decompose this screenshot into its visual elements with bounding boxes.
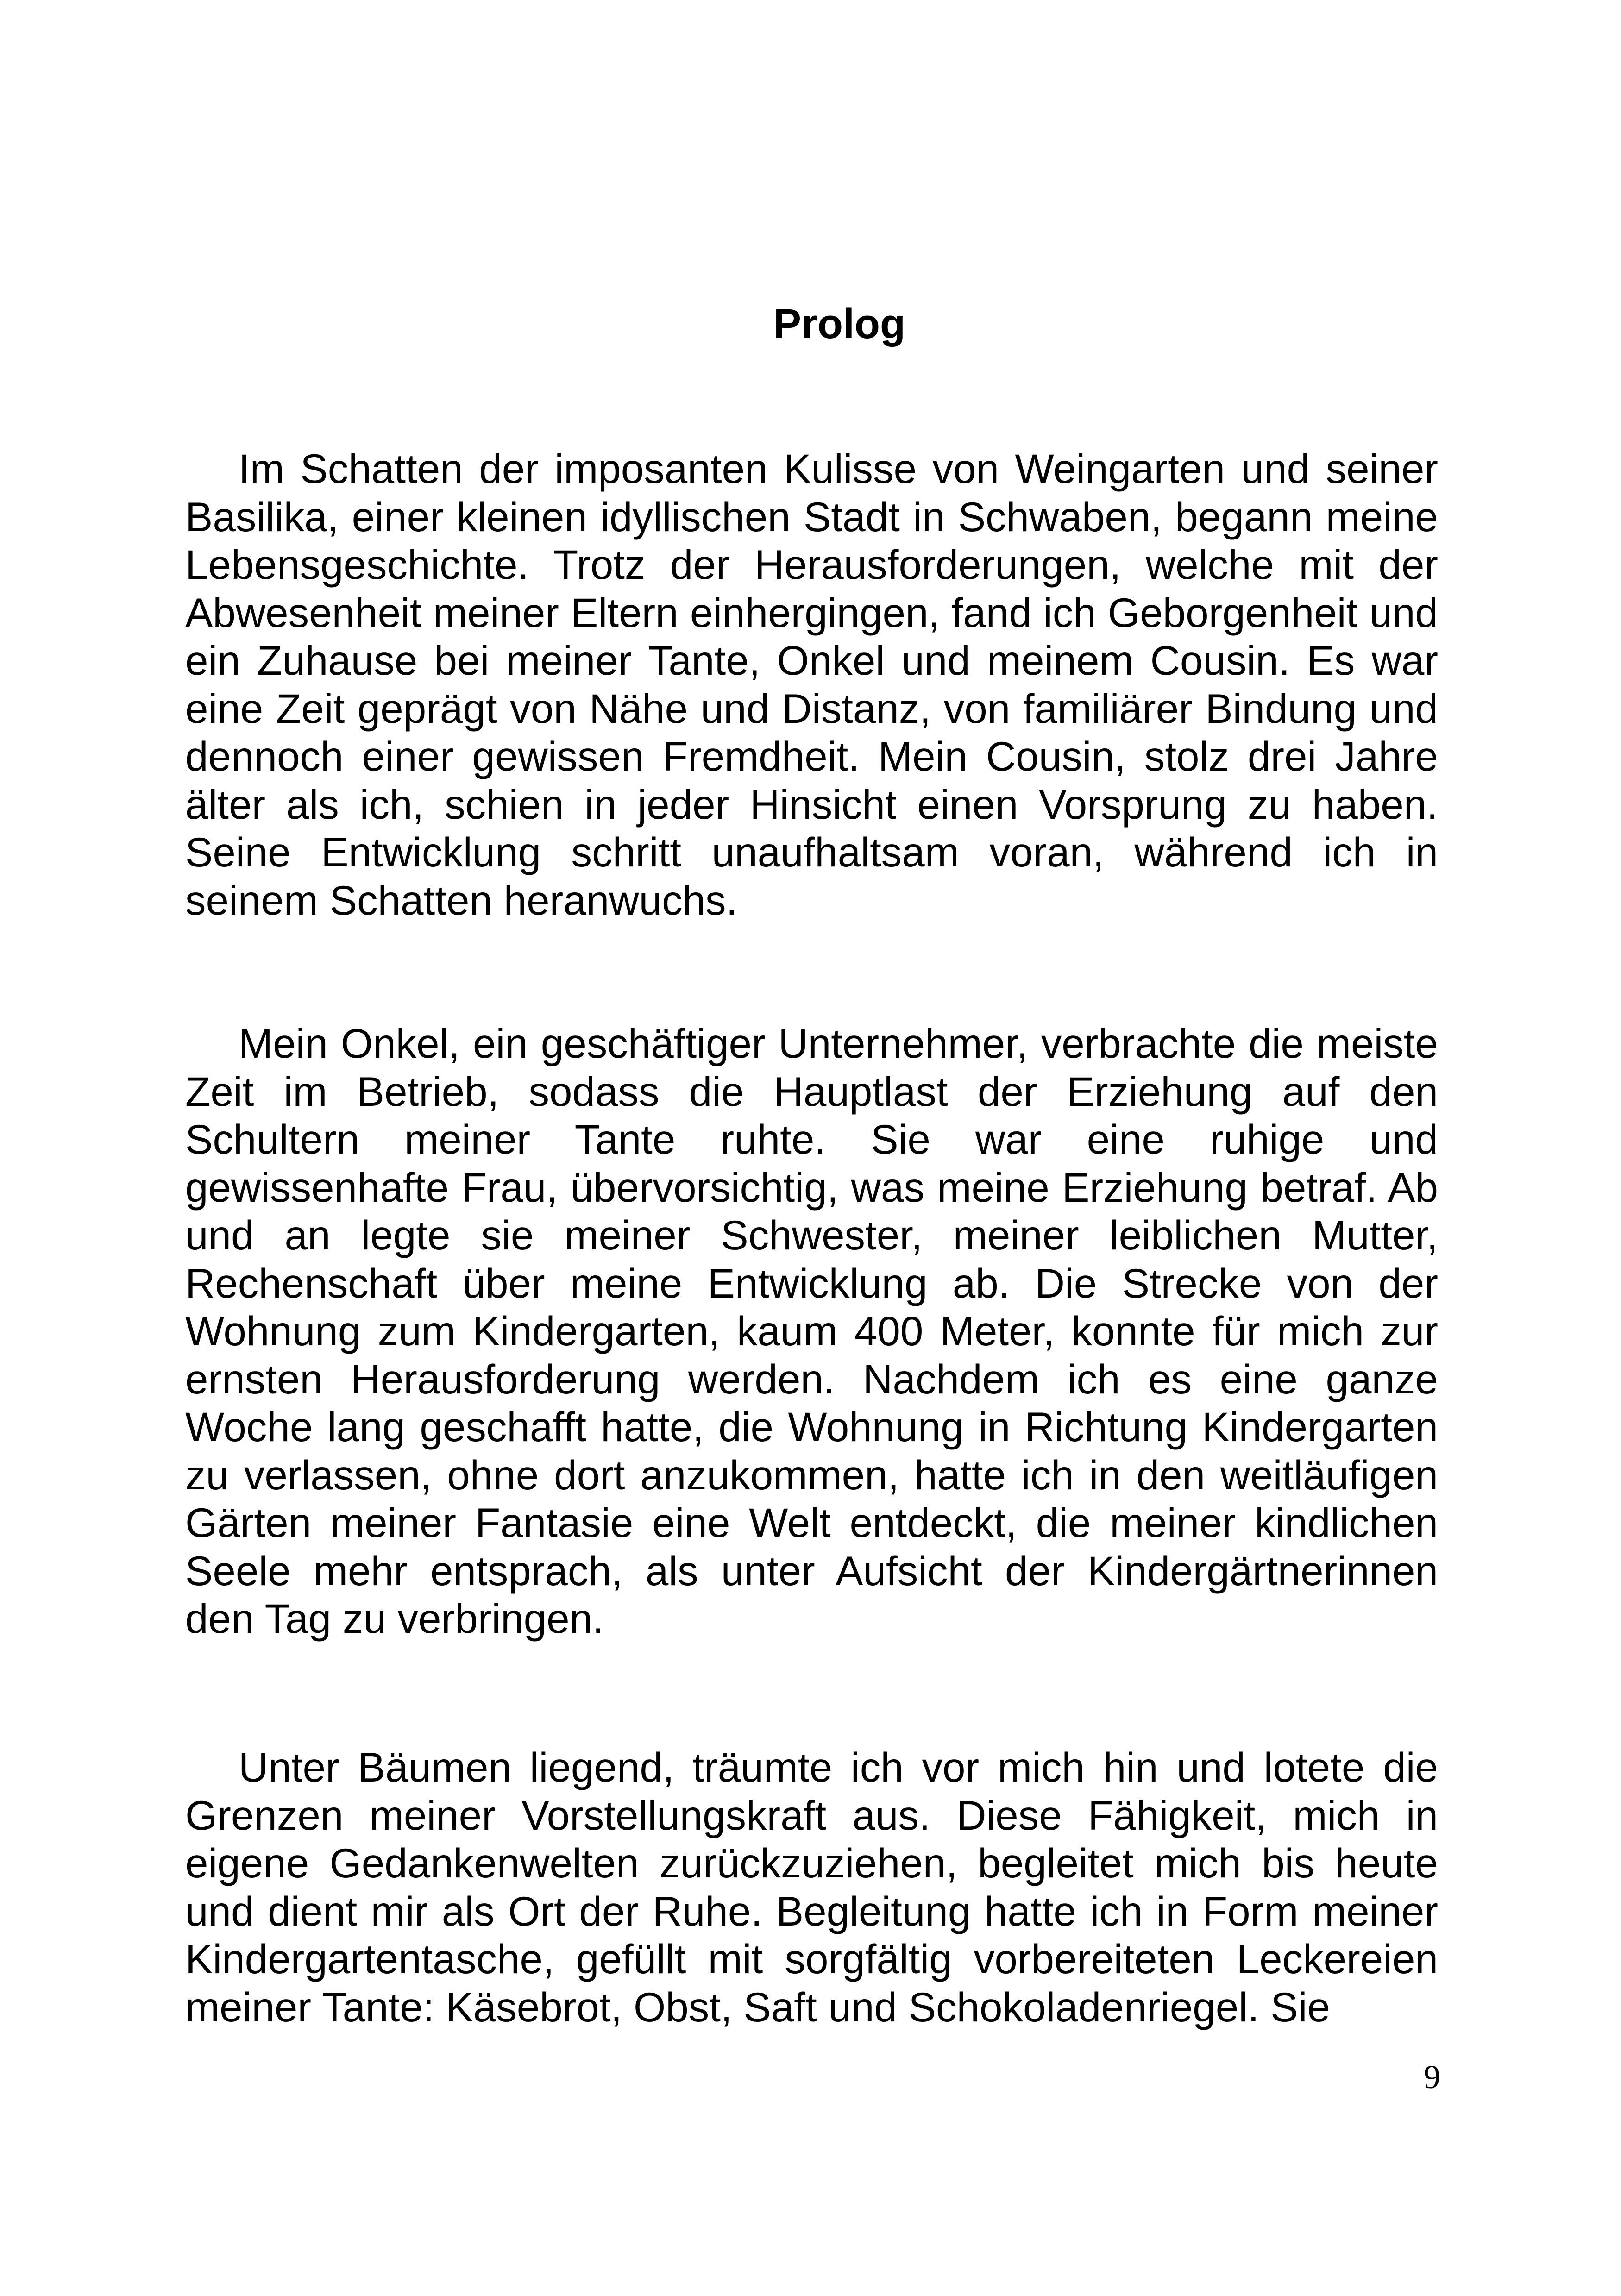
- paragraph-3: Unter Bäumen liegend, träumte ich vor mich hin und lotete die Grenzen meiner Vorstellungskraft aus. Diese Fähigkeit, mich in eigene Gedankenwelten zurückzuziehen, begleitet mich bis heute und dient mir als Ort der Ruhe. Begleitung hatte ich in Form meiner Kindergartentasche, gefüllt mit sorgfältig vorbereiteten Leckereien meiner Tante: Käsebrot, Obst, Saft und Schokoladenriegel. Sie: [185, 1744, 1438, 2030]
- paragraph-1: Im Schatten der imposanten Kulisse von Weingarten und seiner Basilika, einer kleinen idyllischen Stadt in Schwaben, begann meine Lebensgeschichte. Trotz der Herausforderungen, welche mit der Abwesenheit meiner Eltern einhergingen, fand ich Geborgenheit und ein Zuhause bei meiner Tante, Onkel und meinem Cousin. Es war eine Zeit geprägt von Nähe und Distanz, von familiärer Bindung und dennoch einer gewissen Fremdheit. Mein Cousin, stolz drei Jahre älter als ich, schien in jeder Hinsicht einen Vorsprung zu haben. Seine Entwicklung schritt unaufhaltsam voran, während ich in seinem Schatten heranwuchs.: [185, 445, 1438, 923]
- chapter-title: Prolog: [773, 301, 905, 347]
- paragraph-2: Mein Onkel, ein geschäftiger Unternehmer, verbrachte die meiste Zeit im Betrieb, sodass die Hauptlast der Erziehung auf den Schultern meiner Tante ruhte. Sie war eine ruhige und gewissenhafte Frau, übervorsichtig, was meine Erziehung betraf. Ab und an legte sie meiner Schwester, meiner leiblichen Mutter, Rechenschaft über meine Entwicklung ab. Die Strecke von der Wohnung zum Kindergarten, kaum 400 Meter, konnte für mich zur ernsten Herausforderung werden. Nachdem ich es eine ganze Woche lang geschafft hatte, die Wohnung in Richtung Kindergarten zu verlassen, ohne dort anzukommen, hatte ich in den weitläufigen Gärten meiner Fantasie eine Welt entdeckt, die meiner kindlichen Seele mehr entsprach, als unter Aufsicht der Kindergärtnerinnen den Tag zu verbringen.: [185, 1020, 1438, 1642]
- page-number: 9: [1424, 2058, 1440, 2095]
